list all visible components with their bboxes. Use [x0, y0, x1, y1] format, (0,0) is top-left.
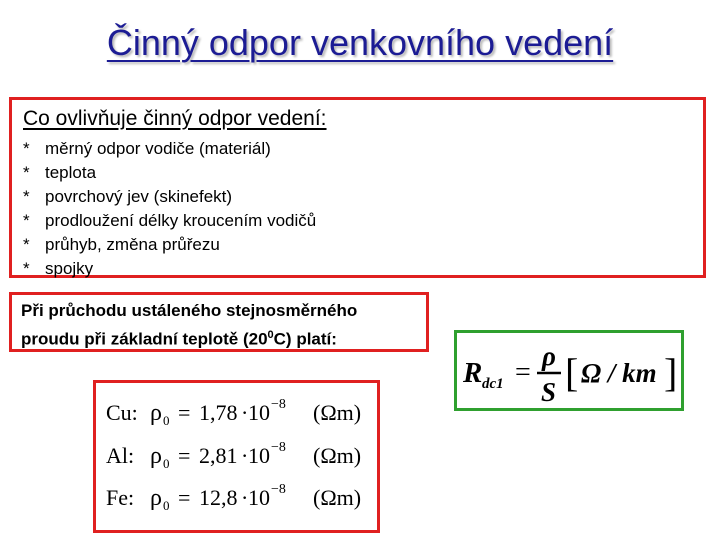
- resistivity-unit: (Ωm): [313, 485, 362, 510]
- resistivity-mantissa: 12,8: [199, 485, 238, 510]
- formula-numerator: ρ: [542, 341, 556, 371]
- formula-equals: =: [515, 357, 531, 388]
- slide-title: Činný odpor venkovního vedení: [106, 22, 614, 63]
- list-item: [23, 233, 316, 257]
- resistivity-unit: (Ωm): [313, 443, 362, 468]
- list-item: [23, 257, 316, 281]
- condition-prefix: proudu při základní teplotě (20: [21, 329, 268, 349]
- list-item: [23, 161, 316, 185]
- resistivity-values: [96, 383, 377, 530]
- resistivity-mantissa: 1,78: [199, 400, 238, 425]
- factors-heading: Co ovlivňuje činný odpor vedení:: [23, 107, 327, 130]
- condition-line-2: [21, 323, 417, 352]
- resistivity-box: [93, 380, 380, 533]
- formula-box: [454, 330, 684, 411]
- rho-subscript: 0: [163, 413, 170, 428]
- factor-text: měrný odpor vodiče (materiál): [45, 139, 271, 158]
- formula-unit: Ω / km: [581, 358, 657, 388]
- condition-suffix: C) platí:: [273, 329, 337, 349]
- resistivity-row-al: [106, 440, 361, 471]
- bullet-marker: *: [23, 211, 30, 230]
- equals-sign: =: [178, 400, 191, 425]
- rho-symbol: ρ: [150, 443, 162, 469]
- bullet-marker: *: [23, 139, 30, 158]
- bullet-marker: *: [23, 163, 30, 182]
- resistivity-row-cu: [106, 397, 361, 428]
- power-exponent: −8: [271, 440, 286, 455]
- equals-sign: =: [178, 485, 191, 510]
- list-item: [23, 137, 316, 161]
- resistivity-mantissa: 2,81: [199, 443, 238, 468]
- factor-text: prodloužení délky kroucením vodičů: [45, 211, 317, 230]
- rho-subscript: 0: [163, 456, 170, 471]
- list-item: [23, 209, 316, 233]
- power-base: 10: [248, 485, 270, 510]
- times-dot: ·: [241, 443, 249, 468]
- factor-text: spojky: [45, 259, 94, 278]
- power-exponent: −8: [271, 397, 286, 412]
- temperature-superscript: 0: [267, 329, 274, 341]
- times-dot: ·: [241, 400, 249, 425]
- resistivity-row-fe: [106, 482, 361, 513]
- rho-symbol: ρ: [150, 485, 162, 511]
- bullet-marker: *: [23, 259, 30, 278]
- resistivity-unit: (Ωm): [313, 400, 362, 425]
- factor-list: [23, 137, 316, 281]
- condition-box: [9, 292, 429, 352]
- power-base: 10: [248, 400, 270, 425]
- factor-text: průhyb, změna průřezu: [45, 235, 220, 254]
- times-dot: ·: [241, 485, 249, 510]
- factor-text: teplota: [45, 163, 97, 182]
- formula-subscript: dc1: [482, 376, 504, 392]
- power-base: 10: [248, 443, 270, 468]
- bullet-marker: *: [23, 187, 30, 206]
- unit-close-bracket: ]: [664, 350, 678, 395]
- unit-open-bracket: [: [565, 350, 579, 395]
- material-label: Al:: [106, 443, 135, 468]
- formula-r: R: [463, 357, 483, 389]
- list-item: [23, 185, 316, 209]
- material-label: Fe:: [106, 485, 135, 510]
- material-label: Cu:: [106, 400, 138, 425]
- bullet-marker: *: [23, 235, 30, 254]
- rho-symbol: ρ: [150, 400, 162, 426]
- formula-denominator: S: [541, 377, 557, 407]
- equals-sign: =: [178, 443, 191, 468]
- condition-line-1: Při průchodu ustáleného stejnosměrného: [21, 301, 358, 320]
- power-exponent: −8: [271, 482, 286, 497]
- resistance-formula: [457, 333, 681, 408]
- rho-subscript: 0: [163, 498, 170, 513]
- factor-text: povrchový jev (skinefekt): [45, 187, 233, 206]
- factors-box: [9, 97, 706, 278]
